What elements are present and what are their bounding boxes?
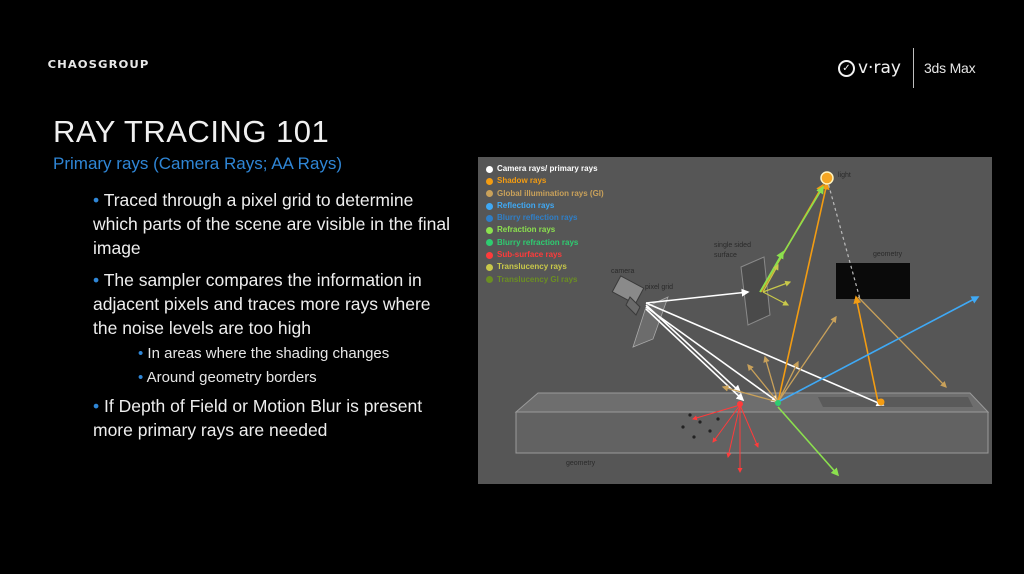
legend-dot-icon [486, 203, 493, 210]
legend-item [486, 261, 604, 273]
bullet-dot-icon: • [93, 190, 104, 210]
legend-dot-icon [486, 264, 493, 271]
bullet-text: In areas where the shading changes [147, 345, 390, 362]
refraction-hit-point [775, 400, 781, 406]
single-sided-label: single sided [714, 242, 751, 249]
ray-tracing-diagram [478, 157, 992, 484]
diagram-legend [486, 163, 604, 286]
chaosgroup-logo: CHAOSGROUP [47, 58, 150, 71]
legend-label: Shadow rays [497, 176, 547, 186]
light-label: light [838, 172, 851, 179]
legend-item [486, 274, 604, 286]
floor-geometry [516, 393, 988, 453]
reflection-ray [778, 297, 978, 402]
bullet-text: The sampler compares the information in adjacent pixels and traces more rays where the noise levels are too high [93, 270, 431, 338]
legend-item [486, 212, 604, 224]
bullet-dot-icon: • [138, 369, 147, 386]
legend-label: Camera rays/ primary rays [497, 164, 598, 173]
slide-title: RAY TRACING 101 [53, 114, 330, 149]
vray-check-icon: ✓ [838, 60, 855, 77]
bullet-dot-icon: • [138, 345, 148, 362]
sub-bullet-item [138, 368, 458, 388]
slide-subtitle: Primary rays (Camera Rays; AA Rays) [53, 154, 343, 173]
legend-label: Blurry reflection rays [497, 213, 578, 223]
bullet-dot-icon: • [93, 270, 104, 290]
legend-dot-icon [486, 215, 493, 222]
brand-divider [913, 48, 914, 88]
surface-label: surface [714, 252, 737, 259]
black-box-geometry [836, 263, 910, 299]
bullet-item [93, 268, 458, 340]
legend-dot-icon [486, 166, 493, 173]
legend-item [486, 163, 604, 175]
vray-3dsmax-brand [838, 52, 975, 84]
legend-label: Global illumination rays (GI) [497, 188, 604, 198]
legend-item [486, 175, 604, 187]
legend-item [486, 188, 604, 200]
subsurface-hit-point [737, 401, 743, 407]
bullet-text: If Depth of Field or Motion Blur is present more primary rays are needed [93, 396, 423, 440]
legend-dot-icon [486, 190, 493, 197]
legend-item [486, 237, 604, 249]
light-icon [821, 172, 833, 184]
bullet-dot-icon: • [93, 396, 104, 416]
legend-dot-icon [486, 178, 493, 185]
geometry-top-label: geometry [873, 251, 903, 258]
vray-logo [838, 58, 901, 78]
legend-label: Reflection rays [497, 200, 555, 210]
legend-dot-icon [486, 239, 493, 246]
camera-icon [612, 276, 643, 315]
legend-dot-icon [486, 276, 493, 283]
legend-item [486, 249, 604, 261]
legend-item [486, 224, 604, 236]
geometry-bottom-label: geometry [566, 460, 596, 467]
bullet-item [93, 188, 458, 260]
legend-label: Translucency rays [497, 262, 567, 272]
bullet-text: Traced through a pixel grid to determine which parts of the scene are visible in the final image [93, 190, 450, 258]
legend-label: Blurry refraction rays [497, 237, 579, 247]
legend-dot-icon [486, 252, 493, 259]
bullet-text: Around geometry borders [146, 369, 317, 386]
legend-label: Sub-surface rays [497, 250, 562, 260]
legend-label: Refraction rays [497, 225, 556, 235]
shadow-hit-point [878, 399, 885, 406]
pixel-grid-label: pixel grid [645, 284, 674, 291]
sub-bullet-item [138, 344, 458, 364]
product-name: 3ds Max [923, 60, 976, 76]
bullet-item [93, 394, 458, 442]
legend-dot-icon [486, 227, 493, 234]
legend-item [486, 200, 604, 212]
vray-logo-text: v·ray [858, 58, 901, 78]
bullet-list [93, 188, 458, 450]
legend-label: Translucency GI rays [497, 274, 578, 284]
camera-label: camera [611, 268, 635, 275]
